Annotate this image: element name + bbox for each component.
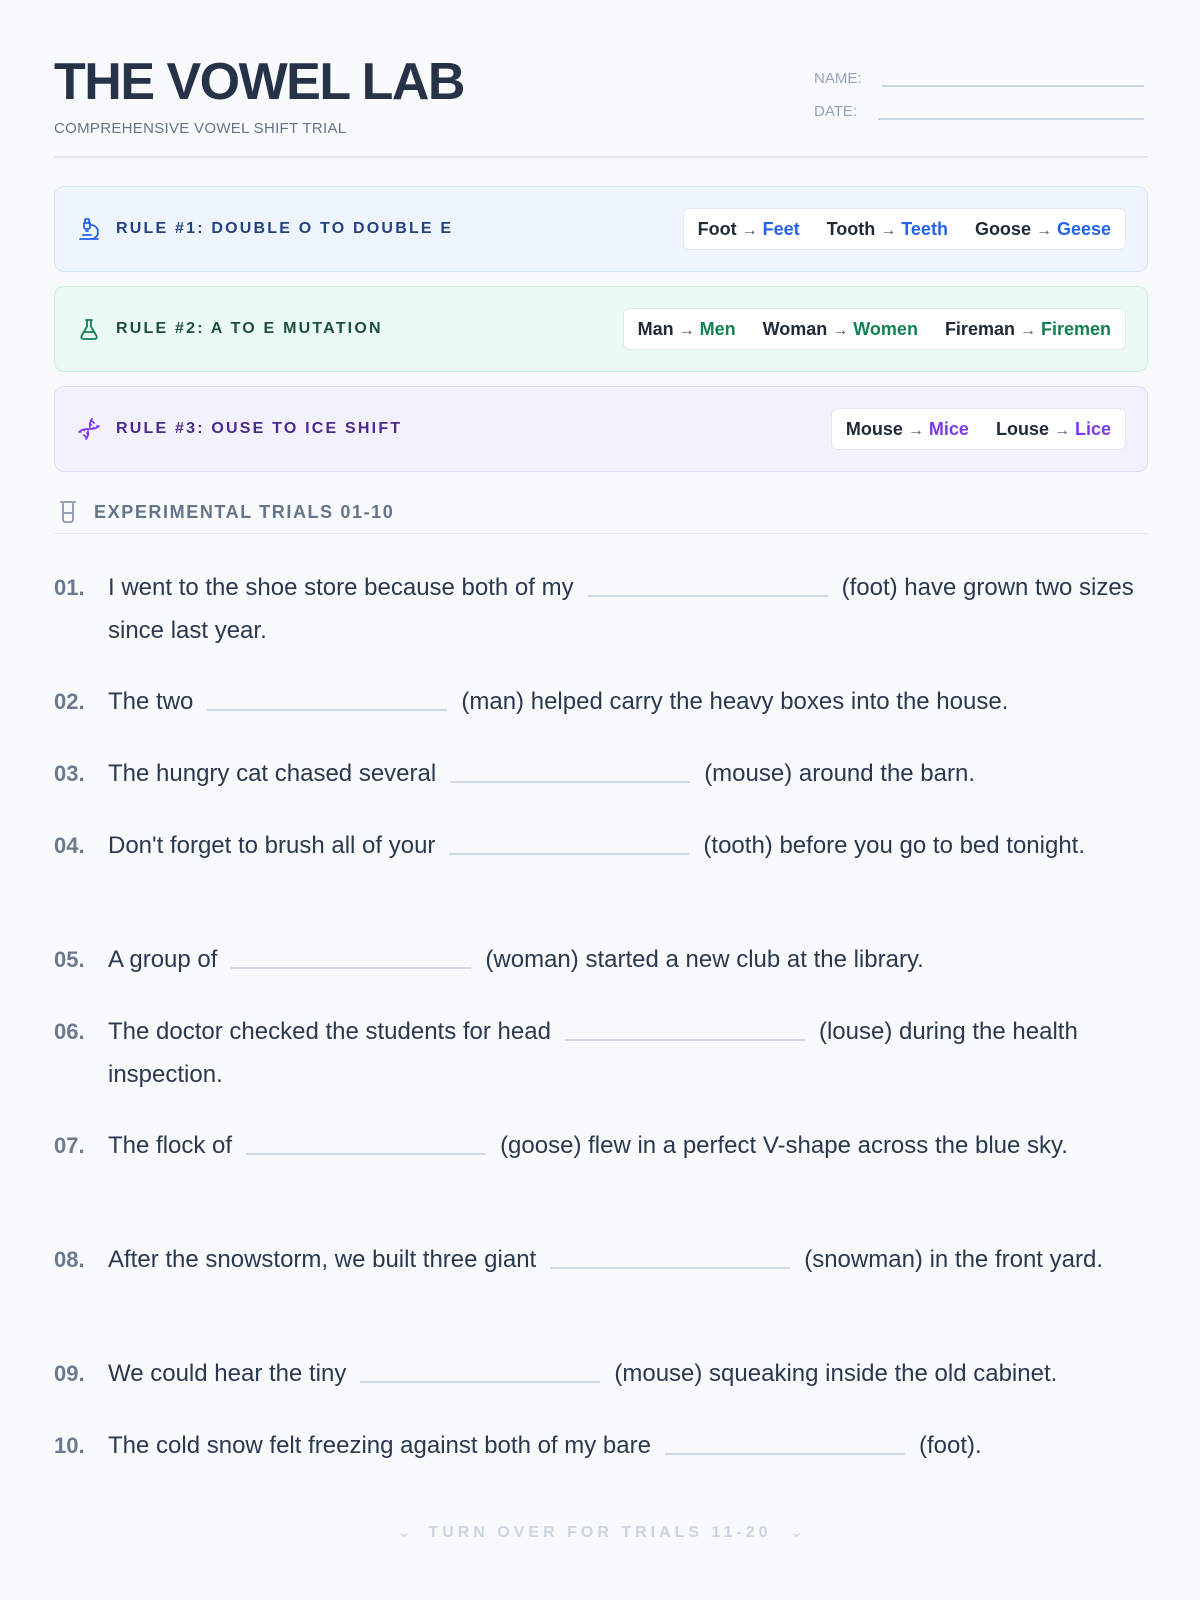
answer-blank[interactable]	[565, 1017, 805, 1041]
sentence-start: The hungry cat chased several	[108, 760, 437, 787]
rule-title: RULE #3: OUSE TO ICE SHIFT	[116, 420, 403, 437]
singular-word: Man	[637, 318, 674, 339]
name-label: NAME:	[814, 70, 862, 87]
arrow-icon: →	[832, 321, 849, 339]
sentence-start: The doctor checked the students for head	[108, 1018, 551, 1045]
sentence-end: (goose) flew in a perfect V-shape across the blue sky.	[500, 1132, 1068, 1159]
trial-number: 06.	[54, 1019, 85, 1044]
trial-sentence	[108, 1010, 1148, 1096]
sentence-end: (mouse) around the barn.	[704, 760, 976, 787]
date-label: DATE:	[814, 103, 858, 120]
worksheet-header	[54, 0, 1148, 158]
plural-word: Women	[853, 318, 918, 339]
microscope-icon	[77, 217, 101, 241]
trials-header	[54, 498, 1148, 534]
flask-icon	[77, 317, 101, 341]
sentence-end: (mouse) squeaking inside the old cabinet.	[614, 1360, 1058, 1387]
plural-word: Feet	[762, 218, 800, 239]
trial-sentence	[108, 1124, 1148, 1167]
trial-sentence	[108, 1238, 1148, 1281]
arrow-icon: →	[1053, 421, 1070, 439]
name-line[interactable]	[882, 71, 1144, 87]
answer-blank[interactable]	[588, 573, 828, 597]
answer-blank[interactable]	[550, 1245, 790, 1269]
example-pair	[975, 219, 1111, 240]
arrow-icon: →	[741, 221, 758, 239]
arrow-icon: →	[1035, 221, 1052, 239]
trial-number: 05.	[54, 947, 85, 972]
chevron-down-icon: ⌄	[789, 1524, 803, 1541]
dna-icon	[77, 417, 101, 441]
name-field[interactable]	[814, 70, 1144, 87]
sentence-start: The cold snow felt freezing against both of my bare	[108, 1432, 651, 1459]
trial-sentence	[108, 824, 1148, 867]
trial-sentence	[108, 1424, 1148, 1467]
trial-item	[54, 1124, 1148, 1167]
trial-item	[54, 752, 1148, 795]
singular-word: Mouse	[845, 418, 903, 439]
plural-word: Men	[699, 318, 736, 339]
arrow-icon: →	[880, 221, 897, 239]
answer-blank[interactable]	[450, 759, 690, 783]
trial-number: 02.	[54, 689, 85, 714]
rule-card-2	[54, 286, 1148, 372]
singular-word: Foot	[697, 218, 737, 239]
trial-number: 03.	[54, 761, 85, 786]
sentence-start: I went to the shoe store because both of my	[108, 574, 574, 601]
rule-card-1	[54, 186, 1148, 272]
trial-item	[54, 1424, 1148, 1467]
chevron-down-icon: ⌄	[397, 1524, 411, 1541]
rule-examples	[683, 208, 1126, 250]
turn-over-footer	[0, 1522, 1200, 1542]
trial-item	[54, 1238, 1148, 1281]
trial-number: 08.	[54, 1247, 85, 1272]
sentence-start: Don't forget to brush all of your	[108, 832, 436, 859]
sentence-end: (snowman) in the front yard.	[804, 1246, 1103, 1273]
trial-sentence	[108, 752, 1148, 795]
arrow-icon: →	[1019, 321, 1036, 339]
sentence-end: (tooth) before you go to bed tonight.	[703, 832, 1086, 859]
date-line[interactable]	[878, 104, 1144, 120]
plural-word: Mice	[928, 418, 969, 439]
answer-blank[interactable]	[665, 1431, 905, 1455]
sentence-start: The flock of	[108, 1132, 233, 1159]
singular-word: Goose	[974, 218, 1031, 239]
sentence-start: A group of	[108, 946, 218, 973]
trial-number: 10.	[54, 1433, 85, 1458]
answer-blank[interactable]	[246, 1131, 486, 1155]
singular-word: Louse	[995, 418, 1049, 439]
trial-item	[54, 1010, 1148, 1096]
answer-blank[interactable]	[231, 945, 471, 969]
plural-word: Firemen	[1040, 318, 1111, 339]
example-pair	[827, 219, 948, 240]
example-pair	[996, 419, 1111, 440]
singular-word: Fireman	[944, 318, 1015, 339]
sentence-end: (woman) started a new club at the library.	[485, 946, 924, 973]
trial-item	[54, 938, 1148, 981]
sentence-end: (foot) have grown two sizes since last year.	[108, 574, 1134, 644]
trial-item	[54, 680, 1148, 723]
sentence-start: The two	[108, 688, 194, 715]
arrow-icon: →	[678, 321, 695, 339]
rule-examples	[831, 408, 1126, 450]
page-subtitle: COMPREHENSIVE VOWEL SHIFT TRIAL	[54, 120, 347, 137]
trial-sentence	[108, 566, 1148, 652]
trial-sentence	[108, 680, 1148, 723]
trial-number: 01.	[54, 575, 85, 600]
trial-number: 04.	[54, 833, 85, 858]
example-pair	[763, 319, 918, 340]
singular-word: Tooth	[826, 218, 876, 239]
sentence-end: (foot).	[918, 1432, 982, 1459]
answer-blank[interactable]	[449, 831, 689, 855]
arrow-icon: →	[907, 421, 924, 439]
plural-word: Lice	[1074, 418, 1111, 439]
trial-sentence	[108, 938, 1148, 981]
sentence-end: (man) helped carry the heavy boxes into the house.	[461, 688, 1009, 715]
answer-blank[interactable]	[207, 687, 447, 711]
example-pair	[638, 319, 736, 340]
rule-card-3	[54, 386, 1148, 472]
sentence-end: (louse) during the health inspection.	[108, 1018, 1078, 1088]
beaker-icon	[58, 500, 78, 524]
example-pair	[945, 319, 1111, 340]
rule-title: RULE #2: A TO E MUTATION	[116, 320, 383, 337]
sentence-start: After the snowstorm, we built three giant	[108, 1246, 537, 1273]
rule-examples	[623, 308, 1126, 350]
footer-text: TURN OVER FOR TRIALS 11-20	[428, 1524, 772, 1541]
answer-blank[interactable]	[360, 1359, 600, 1383]
plural-word: Geese	[1056, 218, 1111, 239]
trial-number: 09.	[54, 1361, 85, 1386]
example-pair	[698, 219, 800, 240]
page-title: THE VOWEL LAB	[54, 53, 464, 111]
plural-word: Teeth	[901, 218, 948, 239]
rule-title: RULE #1: DOUBLE O TO DOUBLE E	[116, 220, 454, 237]
trial-item	[54, 566, 1148, 652]
example-pair	[846, 419, 969, 440]
trial-number: 07.	[54, 1133, 85, 1158]
trial-item	[54, 1352, 1148, 1395]
sentence-start: We could hear the tiny	[108, 1360, 347, 1387]
trial-sentence	[108, 1352, 1148, 1395]
date-field[interactable]	[814, 103, 1144, 120]
trials-title: EXPERIMENTAL TRIALS 01-10	[94, 502, 395, 522]
singular-word: Woman	[762, 318, 828, 339]
worksheet	[54, 0, 1148, 1459]
trial-item	[54, 824, 1148, 867]
